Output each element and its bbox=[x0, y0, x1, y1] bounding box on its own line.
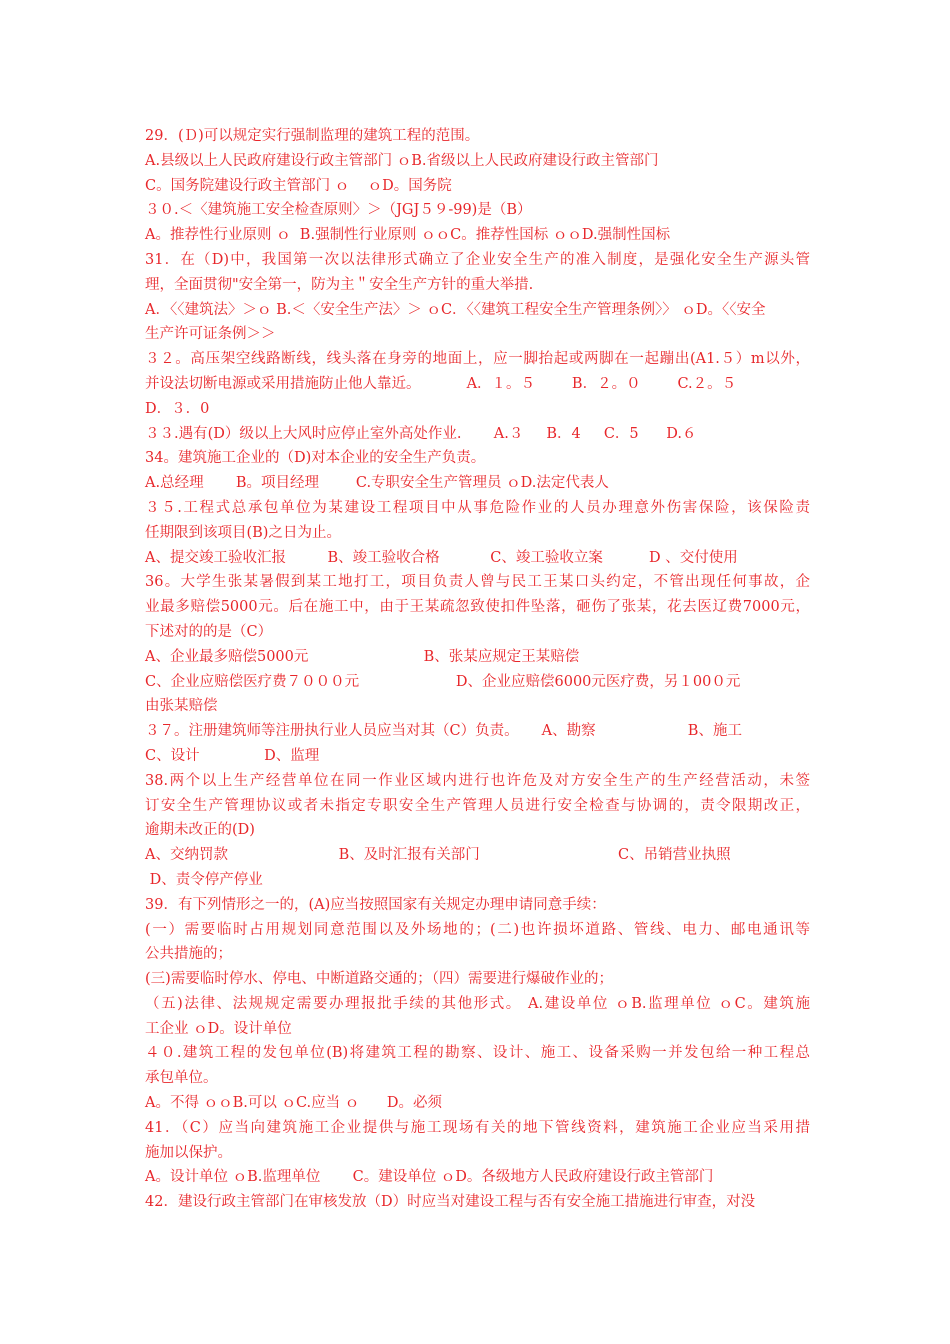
text-line: A．〈〈建筑法〉＞ｏ B.＜〈安全生产法〉＞ ｏC．〈〈建筑工程安全生产管理条例〉〉 ｏD。〈〈安全 bbox=[145, 301, 766, 318]
text-line: 由张某赔偿 bbox=[145, 698, 218, 715]
text-line: 生产许可证条例＞＞ bbox=[145, 326, 276, 343]
text-line: 施加以保护。 bbox=[145, 1144, 232, 1161]
text-line: 业最多赔偿5000元。后在施工中，由于王某疏忽致使扣件坠落，砸伤了张某，花去医辽费7000元， bbox=[145, 599, 810, 616]
text-line: 下述对的的是（C） bbox=[145, 623, 273, 640]
text-line: 38.两个以上生产经营单位在同一作业区域内进行也许危及对方安全生产的生产经营活动，未签 bbox=[145, 772, 810, 789]
text-line: 29．(Ｄ)可以规定实行强制监理的建筑工程的范围。 bbox=[145, 128, 480, 144]
text-line: A.县级以上人民政府建设行政主管部门 ｏB.省级以上人民政府建设行政主管部门 bbox=[145, 152, 659, 169]
text-line: ３５.工程式总承包单位为某建设工程项目中从事危险作业的人员办理意外伤害保险，该保险责 bbox=[145, 499, 810, 516]
text-line: 任期限到该项目(B)之日为止。 bbox=[145, 524, 341, 541]
text-line: (三)需要临时停水、停电、中断道路交通的；（四）需要进行爆破作业的； bbox=[145, 971, 614, 988]
text-line: C。国务院建设行政主管部门 ｏ ｏD。国务院 bbox=[145, 177, 452, 194]
text-line: 承包单位。 bbox=[145, 1070, 218, 1087]
text-line: 工企业 ｏD。设计单位 bbox=[145, 1020, 292, 1037]
text-line: A、提交竣工验收汇报 B、竣工验收合格 C、竣工验收立案 D 、交付使用 bbox=[145, 549, 738, 566]
text-line: 理，全面贯彻"安全第一，防为主＂安全生产方针的重大举措. bbox=[145, 276, 534, 293]
exam-questions-text bbox=[145, 124, 810, 1215]
text-line: 公共措施的； bbox=[145, 946, 232, 963]
text-line: D、责令停产停业 bbox=[145, 871, 263, 888]
text-line: 42．建设行政主管部门在审核发放（D）时应当对建设工程与否有安全施工措施进行审查，对没 bbox=[145, 1194, 756, 1211]
text-line: C、设计 D、监理 bbox=[145, 747, 320, 764]
text-line: ３７。注册建筑师等注册执行业人员应当对其（C）负责。 A、勘察 B、施工 bbox=[145, 723, 742, 740]
text-line: 39．有下列情形之一的，(A)应当按照国家有关规定办理申请同意手续： bbox=[145, 896, 606, 913]
text-line: A、交纳罚款 B、及时汇报有关部门 C、吊销营业执照 bbox=[145, 847, 731, 864]
text-line: A、企业最多赔偿5000元 B、张某应规定王某赔偿 bbox=[145, 648, 580, 665]
text-line: 逾期未改正的(D) bbox=[145, 822, 255, 839]
text-line: ３３.遇有(D）级以上大风时应停止室外高处作业. A.３ B．4 C．5 D.６ bbox=[145, 425, 697, 442]
text-line: D．３．0 bbox=[145, 400, 210, 417]
text-line: ３２。高压架空线路断线，线头落在身旁的地面上，应一脚抬起或两脚在一起蹦出(A1.５）m以外， bbox=[145, 351, 810, 368]
text-line: 31．在（D)中，我国第一次以法律形式确立了企业安全生产的准入制度，是强化安全生产源头管 bbox=[145, 251, 810, 268]
text-line: A。推荐性行业原则 ｏ B.强制性行业原则 ｏｏC。推荐性国标 ｏｏD.强制性国标 bbox=[145, 227, 671, 244]
text-line: C、企业应赔偿医疗费７０００元 D、企业应赔偿6000元医疗费，另１00０元 bbox=[145, 673, 741, 690]
text-line: A。不得 ｏｏB.可以 ｏC.应当 ｏ D。必须 bbox=[145, 1095, 443, 1112]
text-line: (一）需要临时占用规划同意范围以及外场地的；(二)也许损坏道路、管线、电力、邮电通讯等 bbox=[145, 921, 810, 938]
text-line: A.总经理 B。项目经理 C.专职安全生产管理员 ｏD.法定代表人 bbox=[145, 475, 609, 492]
text-line: 并设法切断电源或采用措施防止他人靠近。 A．１。５ B．２。０ C.２。５ bbox=[145, 375, 737, 392]
text-line: 订安全生产管理协议或者未指定专职安全生产管理人员进行安全检查与协调的，责令限期改正， bbox=[145, 797, 810, 814]
text-line: 34。建筑施工企业的（D)对本企业的安全生产负责。 bbox=[145, 450, 486, 467]
text-line: 36。大学生张某暑假到某工地打工，项目负责人曾与民工王某口头约定，不管出现任何事故，企 bbox=[145, 574, 810, 591]
text-line: （五)法律、法规规定需要办理报批手续的其他形式。 A.建设单位 ｏB.监理单位 ｏC。建筑施 bbox=[145, 995, 810, 1012]
text-line: A。设计单位 ｏB.监理单位 C。建设单位 ｏD。各级地方人民政府建设行政主管部门 bbox=[145, 1169, 714, 1186]
text-line: 41．（C）应当向建筑施工企业提供与施工现场有关的地下管线资料，建筑施工企业应当采用措 bbox=[145, 1119, 810, 1136]
text-line: ４０.建筑工程的发包单位(B)将建筑工程的勘察、设计、施工、设备采购一并发包给一种工程总 bbox=[145, 1045, 810, 1062]
text-line: ３０.＜〈建筑施工安全检查原则〉＞（JGJ５９-99)是（B） bbox=[145, 202, 532, 219]
